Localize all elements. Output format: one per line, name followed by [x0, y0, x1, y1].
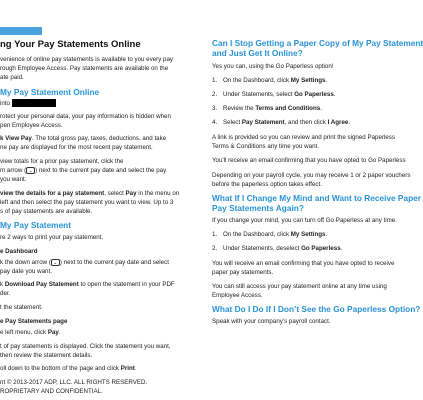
prior-line-1: view totals for a prior pay statement, click the: [0, 158, 124, 165]
step-number: 2.: [212, 245, 218, 252]
speak-line: Speak with your company’s payroll contact.: [212, 318, 331, 325]
redacted-block: [12, 99, 56, 107]
step-period: .: [340, 245, 343, 252]
step-period: .: [333, 91, 336, 98]
intro-line-1: venience of online pay statements is available to you every pay: [0, 56, 174, 63]
ps-line-1: [0, 328, 61, 338]
step-text: Review the: [223, 105, 256, 112]
go-paperless-label: Go Paperless: [301, 245, 341, 252]
login-line: [0, 99, 56, 109]
dashboard-text-a: k the down arrow (: [0, 259, 51, 266]
paperless-step-3: [212, 104, 322, 114]
ps-line-4: [0, 364, 137, 374]
download-label: Download Pay Statement: [4, 281, 79, 288]
chevron-down-icon: ⌄: [51, 259, 60, 266]
depending-line-2: before the paperless option takes effect.: [212, 181, 322, 188]
view-pay-label: k View Pay: [0, 135, 32, 142]
intro-line-2: rough Employee Access. Pay statements are available on the: [0, 65, 169, 72]
ps4-print-label: Print: [120, 365, 135, 372]
intro-line-3: ate paid.: [0, 74, 24, 81]
email-confirm-line: You'll receive an email confirming that you have opted to Go Paperless: [212, 157, 406, 164]
page-title: ng Your Pay Statements Online: [0, 39, 141, 50]
heading-stop-paper-line-2: and Just Get It Online?: [212, 48, 303, 58]
email-paper-line-2: paper pay statements.: [212, 269, 274, 276]
depending-line-1: Depending on your payroll cycle, you may receive 1 or 2 paper vouchers: [212, 172, 411, 179]
still-access-line-1: You can still access your pay statement online at any time using: [212, 283, 387, 290]
heading-change-mind-line-2: Pay Statements Again?: [212, 203, 304, 213]
dashboard-line-2: pay date you want.: [0, 268, 52, 275]
print-statement-line: t the statement.: [0, 304, 43, 311]
view-pay-text: . The total gross pay, taxes, deductions, and take: [31, 135, 167, 142]
still-access-line-2: Employee Access.: [212, 292, 263, 299]
turn-off-line: If you change your mind, you can turn off Go Paperless at any time.: [212, 217, 397, 224]
prior-text-b: ) next to the current pay date and select the pay: [35, 167, 167, 174]
download-text-b: to open the statement in your PDF: [78, 281, 175, 288]
download-line-1: [0, 280, 175, 290]
protect-line-1: rotect your personal data, your pay information is hidden when: [0, 113, 171, 120]
step-number: 2.: [212, 91, 218, 98]
paperless-step-2: [212, 90, 336, 100]
dashboard-text-b: ) next to the current pay date and select: [59, 259, 169, 266]
go-paperless-label: Go Paperless: [294, 91, 334, 98]
prior-line-3: you want.: [0, 176, 27, 183]
terms-label: Terms and Conditions: [255, 105, 321, 112]
details-pay-label: Pay: [125, 190, 137, 197]
download-text-a: k: [0, 281, 5, 288]
paperless-step-1: [212, 76, 327, 86]
heading-print-pay-statement: My Pay Statement: [0, 220, 72, 230]
link-line-2: Terms & Conditions any time you want.: [212, 143, 319, 150]
change-step-1: [212, 230, 327, 240]
step-text-a: Select: [223, 119, 242, 126]
heading-change-mind-line-1: What If I Change My Mind and Want to Receive Paper: [212, 193, 421, 203]
step-text: On the Dashboard, click: [223, 231, 291, 238]
heading-no-paperless-option: What Do I Do If I Don’t See the Go Paperless Option?: [212, 304, 421, 314]
header-accent-bar: [0, 27, 42, 35]
change-step-2: [212, 244, 342, 254]
step-period: .: [320, 105, 322, 112]
protect-line-2: pen Employee Access.: [0, 122, 63, 129]
my-settings-label: My Settings: [290, 231, 326, 238]
print-ways: re 2 ways to print your pay statement.: [0, 234, 104, 241]
my-settings-label: My Settings: [290, 77, 326, 84]
ps4-text-a: oll down to the bottom of the page and click: [0, 365, 121, 372]
step-text: Under Statements, select: [223, 91, 295, 98]
details-line-2: left and then select the pay statement you want to view. Up to 3: [0, 199, 174, 206]
step-number: 1.: [212, 77, 218, 84]
step-period: .: [325, 231, 328, 238]
step-text: Under Statements, deselect: [223, 245, 302, 252]
heading-stop-paper-line-1: Can I Stop Getting a Paper Copy of My Pay Statement: [212, 38, 423, 48]
step-period: .: [325, 77, 328, 84]
ps-pay-label: Pay: [47, 329, 59, 336]
view-pay-step-line-2: ne pay are displayed for the most recent pay statement.: [0, 144, 153, 151]
step-number: 1.: [212, 231, 218, 238]
link-line-1: A link is provided so you can review and print the signed Paperless: [212, 134, 395, 141]
step-number: 3.: [212, 105, 218, 112]
dashboard-subhead: e Dashboard: [0, 248, 38, 255]
yes-line: Yes you can, using the Go Paperless option!: [212, 63, 334, 70]
pay-statement-label: Pay Statement: [241, 119, 285, 126]
copyright-line-2: ROPRIETARY AND CONFIDENTIAL.: [0, 388, 103, 395]
chevron-down-icon: ⌄: [26, 167, 35, 174]
details-text-b: in the menu on: [136, 190, 180, 197]
ps-period: .: [58, 329, 61, 336]
ps-text-a: e left menu, click: [0, 329, 48, 336]
i-agree-label: I Agree: [327, 119, 349, 126]
step-text: On the Dashboard, click: [223, 77, 291, 84]
ps4-period: .: [134, 365, 137, 372]
step-number: 4.: [212, 119, 218, 126]
email-paper-line-1: You will receive an email confirming that you have opted to receive: [212, 260, 395, 267]
ps-line-2: t of pay statements is displayed. Click the statement you want,: [0, 343, 171, 350]
details-text-a: , select: [104, 190, 126, 197]
details-bold: view the details for a pay statement: [0, 190, 105, 197]
step-text-b: , and then click: [284, 119, 328, 126]
paperless-step-4: [212, 118, 350, 128]
ps-line-3: then review the statement details.: [0, 352, 93, 359]
step-period: .: [348, 119, 351, 126]
details-line-3: s of pay statements are available.: [0, 208, 93, 215]
login-prefix: into: [0, 100, 10, 107]
heading-view-pay-statement: My Pay Statement Online: [0, 87, 100, 97]
copyright-line-1: nt © 2013-2017 ADP, LLC. ALL RIGHTS RESERVED.: [0, 379, 148, 386]
pay-statements-subhead: e Pay Statements page: [0, 318, 68, 325]
prior-text-a: m arrow (: [0, 167, 27, 174]
download-line-2: der.: [0, 290, 11, 297]
